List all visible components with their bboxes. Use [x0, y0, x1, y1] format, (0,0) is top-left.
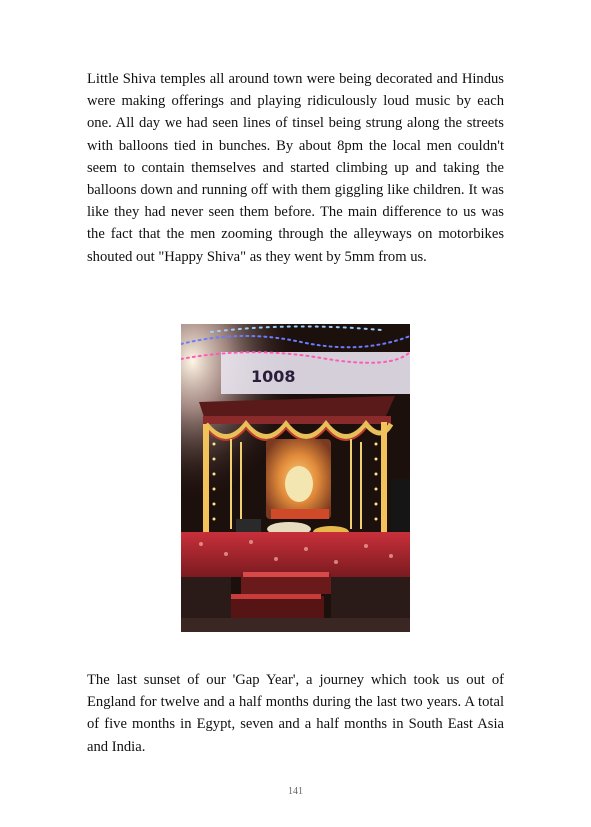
body-paragraph-1: Little Shiva temples all around town were being decorated and Hindus were making offerings and playing ridiculously loud music by each one. All day we had seen lines of tinsel being strung along the streets with balloons tied in bunches. By about 8pm the local men couldn't seem to contain themselves and started climbing up and taking the balloons down and running off with them giggling like children. It was like they had never seen them before. The main difference to us was the fact that the men zooming through the alleyways on motorbikes shouted out "Happy Shiva" as they went by 5mm from us.	[87, 71, 504, 265]
temple-photo	[181, 324, 410, 632]
body-paragraph-2: The last sunset of our 'Gap Year', a journey which took us out of England for twelve and a half months during the last two years. A total of five months in Egypt, seven and a half months in South East Asia and India.	[87, 672, 504, 755]
page-number: 141	[288, 786, 303, 797]
decorated-temple-image	[181, 324, 410, 632]
banner-text: 1008	[251, 367, 296, 386]
